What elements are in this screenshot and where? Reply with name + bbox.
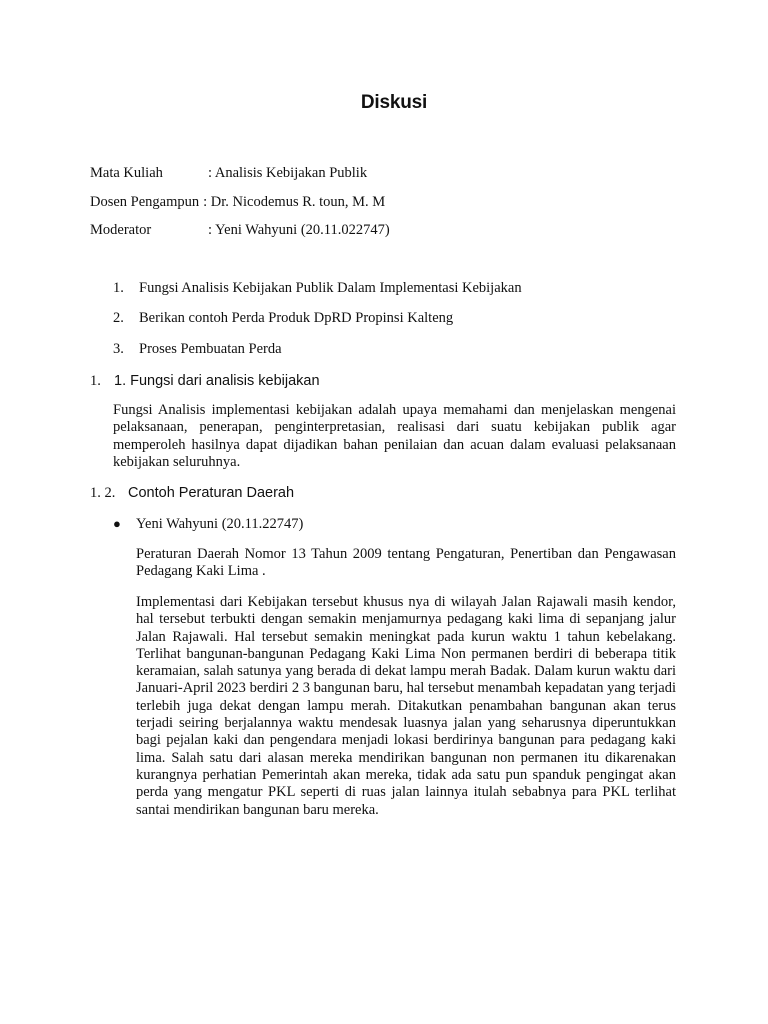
meta-course (90, 165, 367, 182)
question-number: 2. (113, 310, 124, 326)
section-1-heading (90, 373, 320, 390)
bullet-dot-icon: ● (113, 516, 121, 531)
question-text: Fungsi Analisis Kebijakan Publik Dalam Implementasi Kebijakan (139, 280, 522, 296)
section-2-paragraph-1: Peraturan Daerah Nomor 13 Tahun 2009 tentang Pengaturan, Penertiban dan Pengawasan Pedagang Kaki Lima . (136, 546, 676, 580)
question-item-1 (113, 280, 522, 297)
section-2-title: Contoh Peraturan Daerah (128, 485, 295, 501)
meta-lecturer-label: Dosen Pengampun (90, 194, 200, 210)
question-number: 3. (113, 341, 124, 357)
question-text: Proses Pembuatan Perda (139, 341, 282, 357)
meta-course-label: Mata Kuliah (90, 165, 163, 181)
meta-course-value: : Analisis Kebijakan Publik (208, 165, 368, 181)
meta-moderator-value: : Yeni Wahyuni (20.11.022747) (208, 222, 390, 238)
section-2-number: 1. 2. (90, 485, 116, 501)
question-number: 1. (113, 280, 124, 296)
bullet-item (113, 516, 303, 533)
meta-lecturer-value: : Dr. Nicodemus R. toun, M. M (203, 194, 386, 210)
section-1-body: Fungsi Analisis implementasi kebijakan adalah upaya memahami dan menjelaskan mengenai pelaksanaan, penerapan, penginterpretasian, realisasi dari suatu kebijakan publik agar memperoleh hasilnya dapat dijadikan bahan penilaian dan acuan dalam evaluasi pelaksanaan kebijakan seluruhnya. (113, 402, 676, 470)
section-2-heading (90, 485, 294, 502)
meta-moderator (90, 222, 390, 239)
section-2-paragraph-2: Implementasi dari Kebijakan tersebut khusus nya di wilayah Jalan Rajawali masih kendor, hal tersebut terbukti dengan semakin menjamurnya pedagang kaki lima di sepanjang jalur Jalan Rajawali. Hal tersebut semakin meningkat pada kurun waktu 1 tahun kebelakang. Terlihat bangunan-bangunan Pedagang Kaki Lima Non permanen berdiri di beberapa titik keramaian, salah satunya yang berada di dekat lampu merah Badak. Dalam kurun waktu dari Januari-April 2023 berdiri 2 3 bangunan baru, hal tersebut menambah kepadatan yang terjadi terlebih juga dekat dengan lampu merah. Ditakutkan penambahan bangunan akan terus terjadi seiring berjalannya waktu mendesak luasnya jalan yang seharusnya diperuntukkan bagi pejalan kaki dan pengendara menjadi lokasi berdirinya bangunan para pedagang kaki lima. Salah satu dari alasan mereka mendirikan bangunan non permanen itu dikarenakan kurangnya perhatian Pemerintah akan mereka, tidak ada satu pun spanduk pengingat akan perda yang mengatur PKL seperti di ruas jalan lainnya itulah sebabnya para PKL terlihat santai mendirikan bangunan baru mereka. (136, 594, 676, 818)
bullet-text: Yeni Wahyuni (20.11.22747) (136, 516, 304, 532)
question-text: Berikan contoh Perda Produk DpRD Propinsi Kalteng (139, 310, 454, 326)
meta-moderator-label: Moderator (90, 222, 152, 238)
meta-lecturer (90, 194, 385, 211)
document-title: Diskusi (360, 92, 428, 113)
section-1-title: 1. Fungsi dari analisis kebijakan (114, 373, 320, 389)
question-item-3 (113, 341, 282, 358)
section-1-number: 1. (90, 373, 101, 389)
question-item-2 (113, 310, 453, 327)
